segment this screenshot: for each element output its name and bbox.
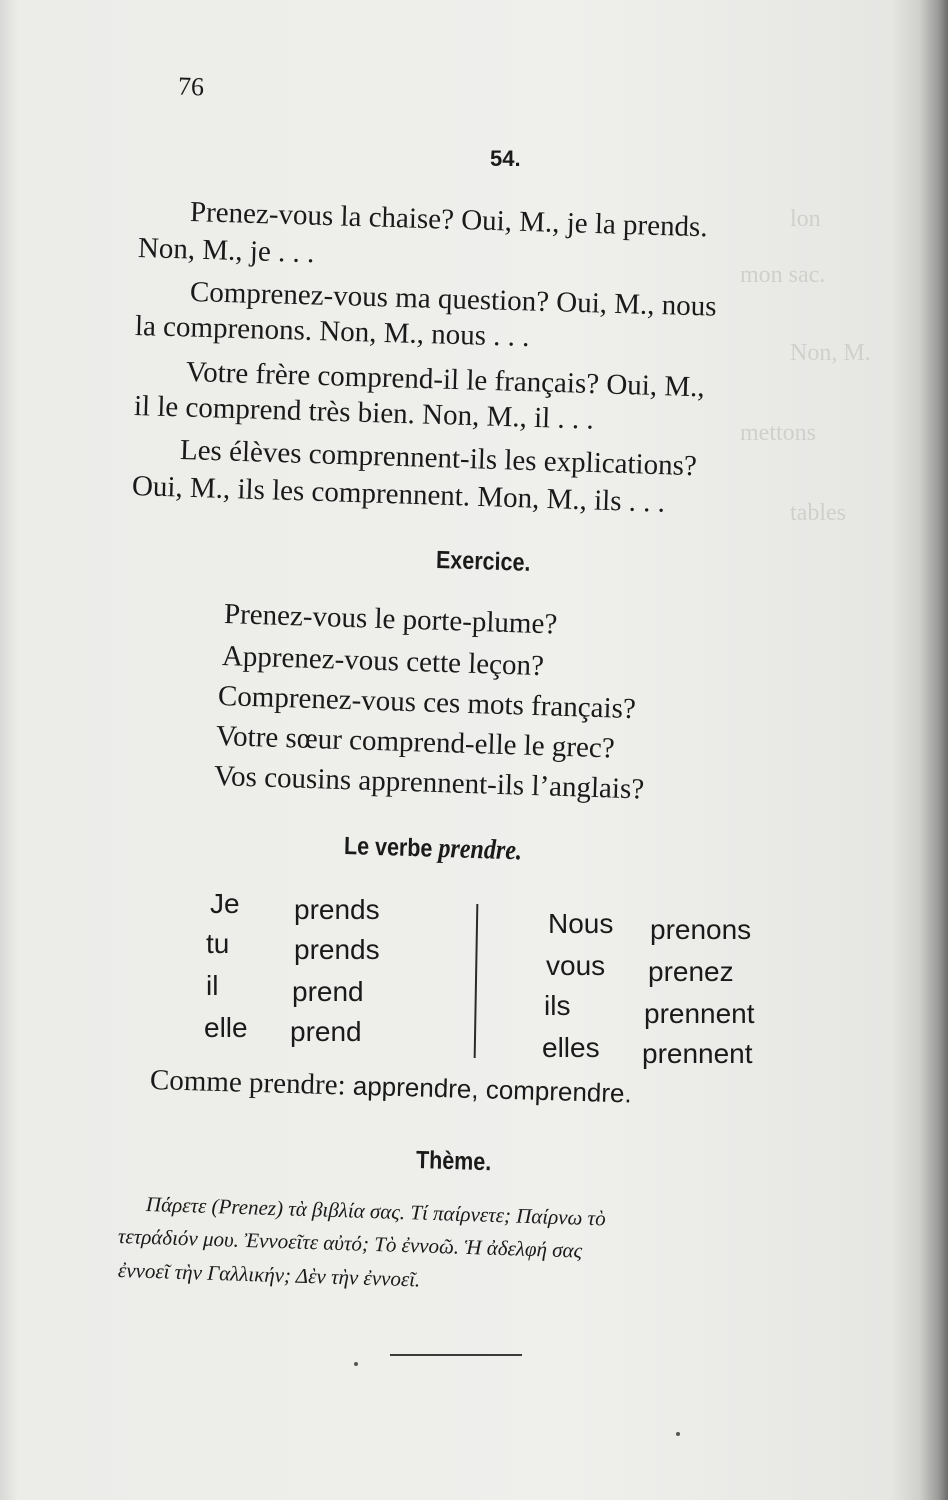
plural-form: prenons: [650, 914, 752, 945]
show-through-text: mon sac.: [740, 262, 826, 288]
comme-verbs: apprendre, comprendre.: [352, 1070, 633, 1109]
show-through-text: tables: [790, 500, 846, 526]
theme-line: [118, 1258, 421, 1292]
plural-form: prennent: [642, 1038, 753, 1069]
theme-heading: Thème.: [415, 1146, 492, 1177]
lesson-number: 54.: [490, 146, 521, 171]
show-through-text: Non, M.: [790, 340, 871, 366]
verb-heading: [344, 830, 523, 867]
exercise-line: [213, 760, 644, 807]
plural-pronoun: vous: [546, 950, 606, 981]
exercise-line: [221, 640, 544, 683]
theme-line-text: τετράδιόν μου. Ἐννοεῖτε αὐτό; Τὸ ἐννοῶ. Ἡ ἀδελφή σας: [117, 1224, 583, 1263]
exercise-line: [217, 680, 636, 726]
comme-prefix: Comme prendre:: [149, 1064, 347, 1102]
plural-pronoun: ils: [544, 990, 571, 1021]
exercise-line-text: Prenez-vous le porte-plume?: [223, 598, 558, 641]
plural-form: prenez: [648, 956, 734, 987]
theme-line-text: Πάρετε (Prenez) τὰ βιβλία σας. Τί παίρνετε; Παίρνω τὸ: [145, 1192, 607, 1231]
ink-speck: [676, 1432, 680, 1436]
dialogue-line-text: Votre frère comprend-il le français? Oui, M.,: [185, 356, 706, 404]
show-through-text: mettons: [740, 420, 816, 446]
theme-line: [118, 1224, 583, 1264]
dialogue-line-text: Oui, M., ils les comprennent. Mon, M., ils . . .: [131, 470, 666, 519]
dialogue-line-text: Comprenez-vous ma question? Oui, M., nous: [189, 276, 718, 323]
plural-pronoun: Nous: [548, 908, 614, 939]
exercise-line-text: Comprenez-vous ces mots français?: [217, 680, 637, 726]
singular-pronoun: il: [206, 970, 219, 1001]
dialogue-line-text: Prenez-vous la chaise? Oui, M., je la prends.: [189, 196, 709, 244]
conjugation-divider: [474, 904, 479, 1058]
end-rule: [390, 1354, 522, 1356]
verb-heading-verb: prendre.: [438, 832, 523, 867]
page-number: 76: [177, 71, 205, 102]
exercise-line: [223, 598, 557, 641]
dialogue-line-text: Non, M., je . . .: [137, 232, 315, 270]
theme-line-text: ἐννοεῖ τὴν Γαλλικήν; Δὲν τὴν ἐννοεῖ.: [117, 1258, 421, 1292]
singular-form: prend: [292, 976, 364, 1007]
dialogue-line-text: il le comprend très bien. Non, M., il . . .: [133, 390, 595, 436]
verb-heading-prefix: Le verbe: [343, 832, 433, 863]
comme-line: [150, 1064, 633, 1110]
singular-form: prends: [294, 934, 380, 965]
exercise-heading: Exercice.: [435, 546, 531, 577]
show-through-text: lon: [790, 206, 821, 232]
singular-pronoun: elle: [204, 1012, 248, 1043]
singular-form: prends: [294, 894, 380, 925]
singular-pronoun: Je: [210, 888, 240, 919]
exercise-line-text: Apprenez-vous cette leçon?: [221, 640, 545, 683]
dialogue-line: [138, 232, 315, 270]
plural-form: prennent: [644, 998, 755, 1029]
exercise-line-text: Vos cousins apprennent-ils l’anglais?: [213, 760, 645, 806]
exercise-line-text: Votre sœur comprend-elle le grec?: [215, 720, 616, 765]
singular-pronoun: tu: [206, 928, 230, 959]
singular-form: prend: [290, 1016, 362, 1047]
exercise-line: [215, 720, 615, 766]
dialogue-line-text: la comprenons. Non, M., nous . . .: [134, 310, 530, 354]
theme-line: [146, 1192, 606, 1231]
plural-pronoun: elles: [542, 1032, 600, 1063]
dialogue-line-text: Les élèves comprennent-ils les explications?: [179, 434, 698, 483]
ink-speck: [354, 1362, 358, 1366]
